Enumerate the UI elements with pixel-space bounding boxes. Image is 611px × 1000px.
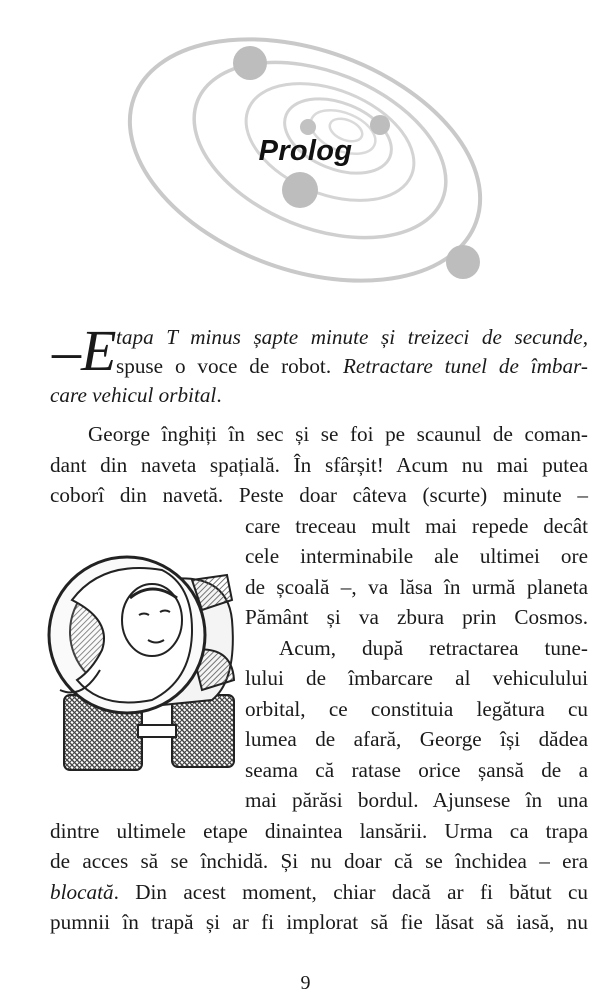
text-line-3-italic: care vehicul orbital <box>50 383 217 407</box>
text-line-6: coborî din navetă. Peste doar câteva (scurte) minute – <box>50 483 588 507</box>
astronaut-illustration <box>42 540 238 790</box>
text-line-5: dant din naveta spațială. În sfârșit! Acum nu mai putea <box>50 453 588 477</box>
text-line-20: pumnii în trapă și ar fi implorat să fie lăsat să iasă, nu <box>50 910 588 934</box>
text-line-10: Pământ și va zbura prin Cosmos. <box>245 605 588 629</box>
text-line-3 <box>50 381 588 410</box>
text-line-19-italic: blocată <box>50 880 114 904</box>
text-line-15: seama că ratase orice șansă de a <box>245 758 588 782</box>
text-line-3-end: . <box>216 383 222 407</box>
text-line-19-rest: . Din acest moment, chiar dacă ar fi bătut cu <box>113 880 588 904</box>
text-line-16: mai părăsi bordul. Ajunsese în una <box>245 788 588 812</box>
text-line-13: orbital, ce constituia legătura cu <box>245 697 588 721</box>
text-line-2 <box>116 352 588 381</box>
page-number: 9 <box>300 972 311 994</box>
text-line-14: lumea de afară, George își dădea <box>245 727 588 751</box>
text-line-12: lului de îmbarcare al vehiculului <box>245 666 588 690</box>
text-line-1: tapa T minus șapte minute și treizeci de secunde, <box>116 325 588 349</box>
text-line-19 <box>50 878 588 907</box>
text-line-18: de acces să se închidă. Și nu doar că se închidea – era <box>50 849 588 873</box>
text-line-7: care treceau mult mai repede decât <box>245 514 588 538</box>
text-line-2-a: spuse o voce de robot. <box>116 354 343 378</box>
text-line-2-b: Retractare tunel de îmbar- <box>342 354 588 378</box>
text-line-9: de școală –, va lăsa în urmă planeta <box>245 575 588 599</box>
text-line-4: George înghiți în sec și se foi pe scaunul de coman- <box>88 422 588 446</box>
text-line-11: Acum, după retractarea tune- <box>279 636 588 660</box>
chapter-title: Prolog <box>258 135 353 167</box>
text-line-17: dintre ultimele etape dinaintea lansării. Urma ca trapa <box>50 819 588 843</box>
text-line-8: cele interminabile ale ultimei ore <box>245 544 588 568</box>
drop-cap: –E <box>52 318 117 383</box>
